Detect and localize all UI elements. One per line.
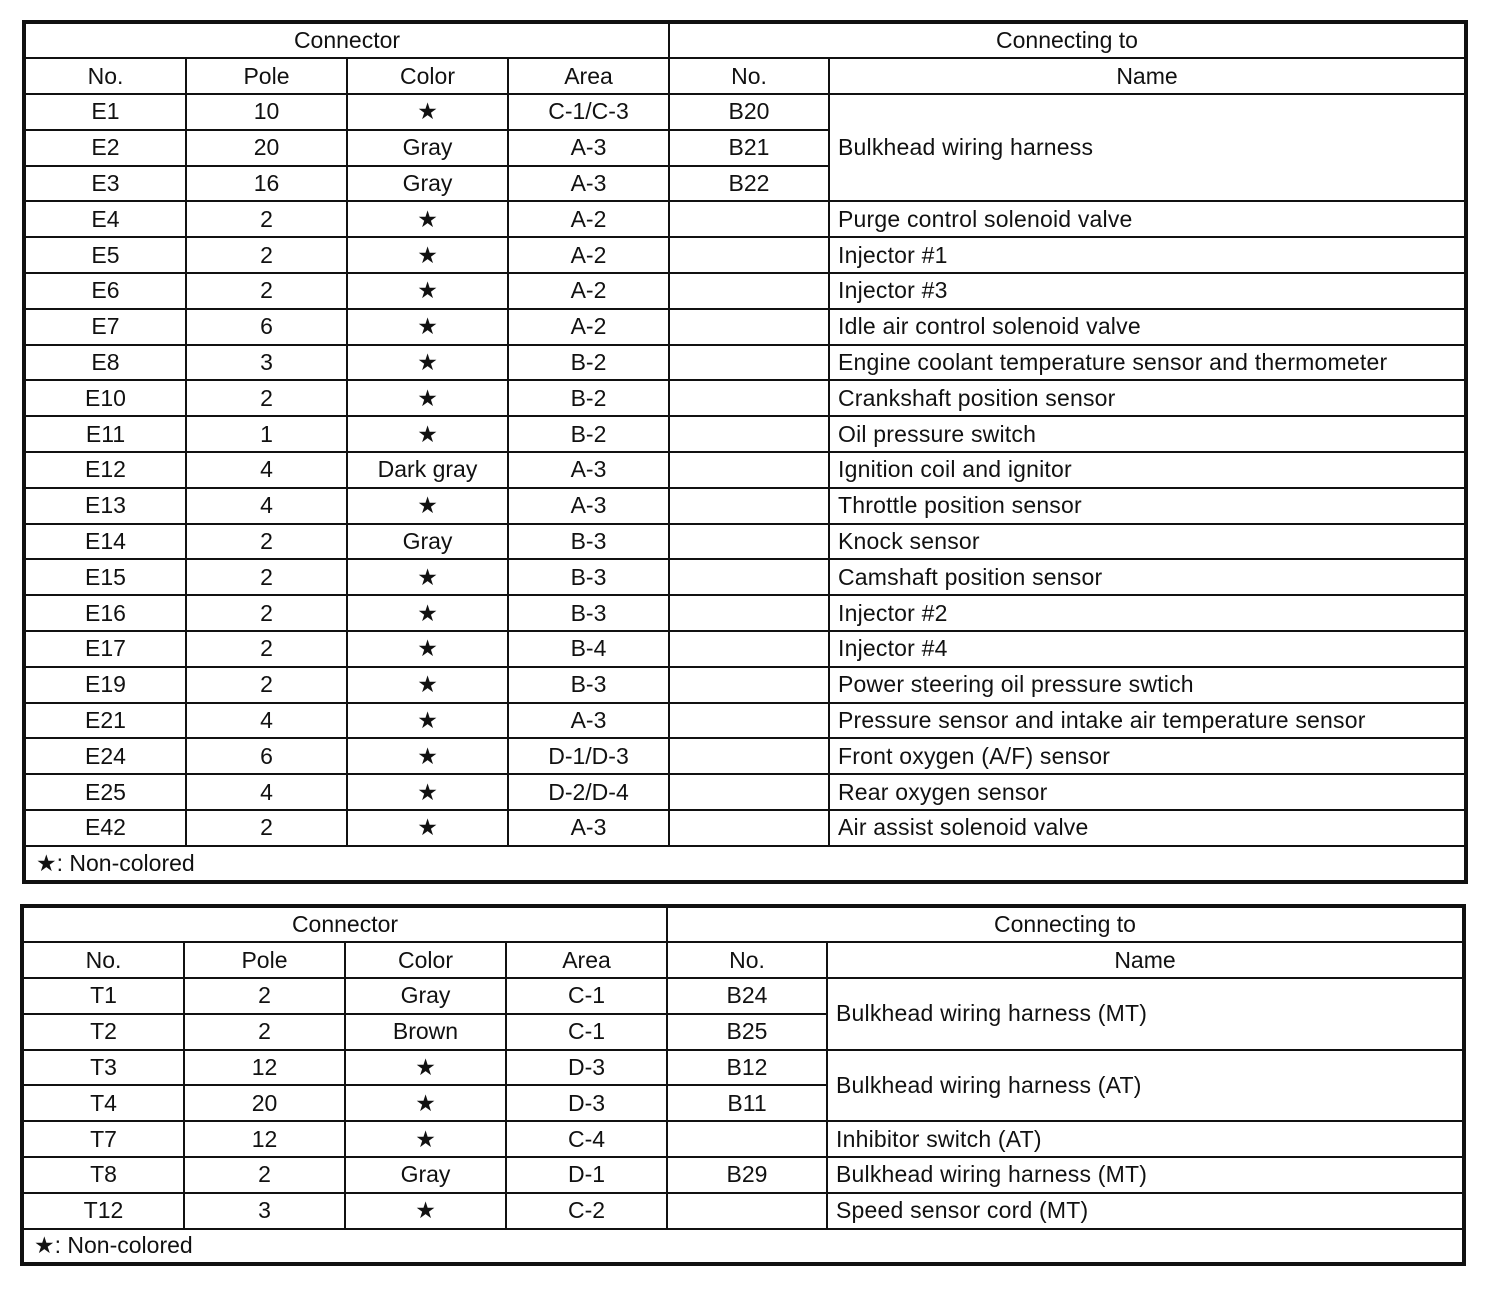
table-row: [22, 1193, 1464, 1229]
cell-pole: 4: [186, 703, 347, 739]
cell-pole: 4: [186, 774, 347, 810]
cell-color: Dark gray: [347, 452, 508, 488]
cell-pole: 2: [186, 595, 347, 631]
cell-to-no: [669, 273, 829, 309]
cell-pole: 16: [186, 166, 347, 202]
cell-area: A-3: [508, 452, 669, 488]
connecting-to-group-header: Connecting to: [667, 906, 1464, 942]
cell-area: A-3: [508, 810, 669, 846]
cell-color: ★: [347, 631, 508, 667]
cell-pole: 2: [184, 1157, 345, 1193]
col-header-area: Area: [508, 58, 669, 94]
cell-color: ★: [345, 1050, 506, 1086]
connector-table-e: [22, 20, 1468, 884]
cell-no: E7: [24, 309, 186, 345]
cell-no: T7: [22, 1121, 184, 1157]
cell-pole: 2: [186, 273, 347, 309]
cell-pole: 2: [186, 631, 347, 667]
cell-name: Bulkhead wiring harness (MT): [827, 978, 1464, 1050]
cell-name: Ignition coil and ignitor: [829, 452, 1466, 488]
cell-area: C-2: [506, 1193, 667, 1229]
cell-color: ★: [345, 1121, 506, 1157]
table-row: [24, 345, 1466, 381]
cell-area: B-3: [508, 559, 669, 595]
cell-area: A-2: [508, 201, 669, 237]
cell-to-no: B22: [669, 166, 829, 202]
table-row: [24, 667, 1466, 703]
cell-area: A-3: [508, 166, 669, 202]
cell-pole: 12: [184, 1121, 345, 1157]
cell-area: B-2: [508, 416, 669, 452]
cell-to-no: [669, 524, 829, 560]
cell-to-no: [669, 595, 829, 631]
cell-pole: 1: [186, 416, 347, 452]
cell-pole: 6: [186, 738, 347, 774]
cell-no: T12: [22, 1193, 184, 1229]
cell-color: ★: [347, 810, 508, 846]
cell-to-no: [669, 738, 829, 774]
table-row: [22, 1157, 1464, 1193]
cell-name: Throttle position sensor: [829, 488, 1466, 524]
cell-name: Speed sensor cord (MT): [827, 1193, 1464, 1229]
cell-no: E24: [24, 738, 186, 774]
cell-no: E14: [24, 524, 186, 560]
table-row: [24, 94, 1466, 130]
cell-name: Idle air control solenoid valve: [829, 309, 1466, 345]
cell-to-no: [669, 345, 829, 381]
cell-no: T2: [22, 1014, 184, 1050]
table-row: [24, 309, 1466, 345]
cell-no: T8: [22, 1157, 184, 1193]
cell-to-no: [669, 631, 829, 667]
cell-area: B-4: [508, 631, 669, 667]
cell-pole: 4: [186, 452, 347, 488]
cell-name: Knock sensor: [829, 524, 1466, 560]
table-row: [24, 738, 1466, 774]
col-header-pole: Pole: [186, 58, 347, 94]
cell-pole: 4: [186, 488, 347, 524]
cell-pole: 2: [186, 237, 347, 273]
cell-pole: 20: [186, 130, 347, 166]
cell-to-no: B29: [667, 1157, 827, 1193]
cell-color: ★: [347, 559, 508, 595]
cell-color: ★: [347, 416, 508, 452]
cell-to-no: B24: [667, 978, 827, 1014]
cell-name: Pressure sensor and intake air temperature sensor: [829, 703, 1466, 739]
cell-color: ★: [347, 774, 508, 810]
cell-color: ★: [347, 595, 508, 631]
col-header-area: Area: [506, 942, 667, 978]
cell-no: E15: [24, 559, 186, 595]
cell-area: B-2: [508, 380, 669, 416]
cell-pole: 10: [186, 94, 347, 130]
col-header-color: Color: [345, 942, 506, 978]
cell-to-no: [669, 452, 829, 488]
cell-pole: 2: [184, 1014, 345, 1050]
cell-pole: 3: [184, 1193, 345, 1229]
cell-no: E19: [24, 667, 186, 703]
cell-no: E42: [24, 810, 186, 846]
col-header-to-no: No.: [667, 942, 827, 978]
table-row: [24, 703, 1466, 739]
cell-no: E1: [24, 94, 186, 130]
cell-pole: 2: [186, 559, 347, 595]
col-header-name: Name: [829, 58, 1466, 94]
cell-color: ★: [347, 738, 508, 774]
cell-pole: 2: [186, 201, 347, 237]
cell-no: T1: [22, 978, 184, 1014]
cell-area: B-2: [508, 345, 669, 381]
col-header-pole: Pole: [184, 942, 345, 978]
cell-color: ★: [345, 1085, 506, 1121]
cell-pole: 2: [184, 978, 345, 1014]
table-row: [24, 452, 1466, 488]
cell-color: Brown: [345, 1014, 506, 1050]
footnote-row: [22, 1229, 1464, 1265]
cell-color: ★: [347, 201, 508, 237]
cell-name: Bulkhead wiring harness: [829, 94, 1466, 201]
cell-name: Purge control solenoid valve: [829, 201, 1466, 237]
cell-to-no: [669, 488, 829, 524]
cell-to-no: [669, 237, 829, 273]
cell-pole: 2: [186, 810, 347, 846]
col-header-no: No.: [22, 942, 184, 978]
cell-pole: 2: [186, 524, 347, 560]
table-row: [22, 1121, 1464, 1157]
cell-pole: 2: [186, 667, 347, 703]
cell-name: Inhibitor switch (AT): [827, 1121, 1464, 1157]
table-row: [24, 237, 1466, 273]
table-row: [24, 810, 1466, 846]
cell-area: A-3: [508, 703, 669, 739]
cell-name: Oil pressure switch: [829, 416, 1466, 452]
cell-to-no: B11: [667, 1085, 827, 1121]
footnote: ★: Non-colored: [22, 1229, 1464, 1265]
cell-pole: 6: [186, 309, 347, 345]
cell-area: B-3: [508, 524, 669, 560]
connecting-to-group-header: Connecting to: [669, 22, 1466, 58]
cell-no: E17: [24, 631, 186, 667]
cell-to-no: [669, 774, 829, 810]
cell-no: T4: [22, 1085, 184, 1121]
cell-name: Bulkhead wiring harness (MT): [827, 1157, 1464, 1193]
col-header-no: No.: [24, 58, 186, 94]
cell-color: ★: [347, 237, 508, 273]
cell-area: A-2: [508, 273, 669, 309]
cell-name: Injector #1: [829, 237, 1466, 273]
cell-no: E12: [24, 452, 186, 488]
cell-to-no: [669, 559, 829, 595]
cell-pole: 2: [186, 380, 347, 416]
cell-to-no: [669, 309, 829, 345]
cell-no: E4: [24, 201, 186, 237]
cell-area: C-1: [506, 978, 667, 1014]
cell-no: E16: [24, 595, 186, 631]
cell-area: C-1/C-3: [508, 94, 669, 130]
cell-no: E5: [24, 237, 186, 273]
cell-area: D-3: [506, 1050, 667, 1086]
cell-area: A-2: [508, 237, 669, 273]
table-row: [24, 631, 1466, 667]
cell-no: E3: [24, 166, 186, 202]
cell-name: Crankshaft position sensor: [829, 380, 1466, 416]
footnote: ★: Non-colored: [24, 846, 1466, 882]
cell-color: ★: [347, 345, 508, 381]
cell-color: ★: [347, 309, 508, 345]
cell-area: D-1: [506, 1157, 667, 1193]
cell-pole: 3: [186, 345, 347, 381]
cell-name: Engine coolant temperature sensor and thermometer: [829, 345, 1466, 381]
cell-no: E2: [24, 130, 186, 166]
cell-area: D-1/D-3: [508, 738, 669, 774]
cell-color: Gray: [347, 524, 508, 560]
cell-area: B-3: [508, 595, 669, 631]
connector-group-header: Connector: [24, 22, 669, 58]
footnote-row: [24, 846, 1466, 882]
connector-table-t: [20, 904, 1466, 1266]
table-row: [24, 488, 1466, 524]
cell-color: ★: [345, 1193, 506, 1229]
table-row: [24, 416, 1466, 452]
cell-no: E25: [24, 774, 186, 810]
table-row: [24, 380, 1466, 416]
table-row: [22, 1050, 1464, 1086]
cell-pole: 12: [184, 1050, 345, 1086]
cell-to-no: [667, 1193, 827, 1229]
cell-area: A-3: [508, 130, 669, 166]
table-row: [24, 524, 1466, 560]
cell-color: Gray: [345, 1157, 506, 1193]
cell-area: C-4: [506, 1121, 667, 1157]
cell-color: ★: [347, 273, 508, 309]
cell-name: Air assist solenoid valve: [829, 810, 1466, 846]
cell-to-no: B21: [669, 130, 829, 166]
table-row: [24, 595, 1466, 631]
cell-no: T3: [22, 1050, 184, 1086]
cell-area: D-2/D-4: [508, 774, 669, 810]
cell-color: Gray: [345, 978, 506, 1014]
cell-area: C-1: [506, 1014, 667, 1050]
table-row: [24, 559, 1466, 595]
cell-name: Bulkhead wiring harness (AT): [827, 1050, 1464, 1122]
cell-to-no: B20: [669, 94, 829, 130]
cell-pole: 20: [184, 1085, 345, 1121]
cell-color: Gray: [347, 130, 508, 166]
cell-to-no: [669, 703, 829, 739]
cell-color: ★: [347, 703, 508, 739]
cell-no: E6: [24, 273, 186, 309]
cell-to-no: [669, 416, 829, 452]
cell-no: E10: [24, 380, 186, 416]
cell-to-no: B12: [667, 1050, 827, 1086]
cell-to-no: [669, 201, 829, 237]
cell-to-no: [669, 380, 829, 416]
table-row: [22, 978, 1464, 1014]
col-header-color: Color: [347, 58, 508, 94]
cell-name: Injector #3: [829, 273, 1466, 309]
cell-name: Rear oxygen sensor: [829, 774, 1466, 810]
cell-color: ★: [347, 94, 508, 130]
cell-name: Injector #2: [829, 595, 1466, 631]
cell-area: B-3: [508, 667, 669, 703]
table-row: [24, 201, 1466, 237]
cell-area: A-3: [508, 488, 669, 524]
cell-to-no: [667, 1121, 827, 1157]
cell-no: E21: [24, 703, 186, 739]
cell-to-no: [669, 810, 829, 846]
table-row: [24, 774, 1466, 810]
cell-no: E8: [24, 345, 186, 381]
cell-name: Injector #4: [829, 631, 1466, 667]
cell-color: ★: [347, 380, 508, 416]
cell-to-no: B25: [667, 1014, 827, 1050]
cell-color: ★: [347, 488, 508, 524]
cell-no: E13: [24, 488, 186, 524]
cell-color: ★: [347, 667, 508, 703]
col-header-name: Name: [827, 942, 1464, 978]
cell-color: Gray: [347, 166, 508, 202]
cell-to-no: [669, 667, 829, 703]
cell-area: D-3: [506, 1085, 667, 1121]
cell-area: A-2: [508, 309, 669, 345]
cell-name: Front oxygen (A/F) sensor: [829, 738, 1466, 774]
col-header-to-no: No.: [669, 58, 829, 94]
connector-group-header: Connector: [22, 906, 667, 942]
cell-name: Camshaft position sensor: [829, 559, 1466, 595]
table-row: [24, 273, 1466, 309]
cell-no: E11: [24, 416, 186, 452]
cell-name: Power steering oil pressure swtich: [829, 667, 1466, 703]
